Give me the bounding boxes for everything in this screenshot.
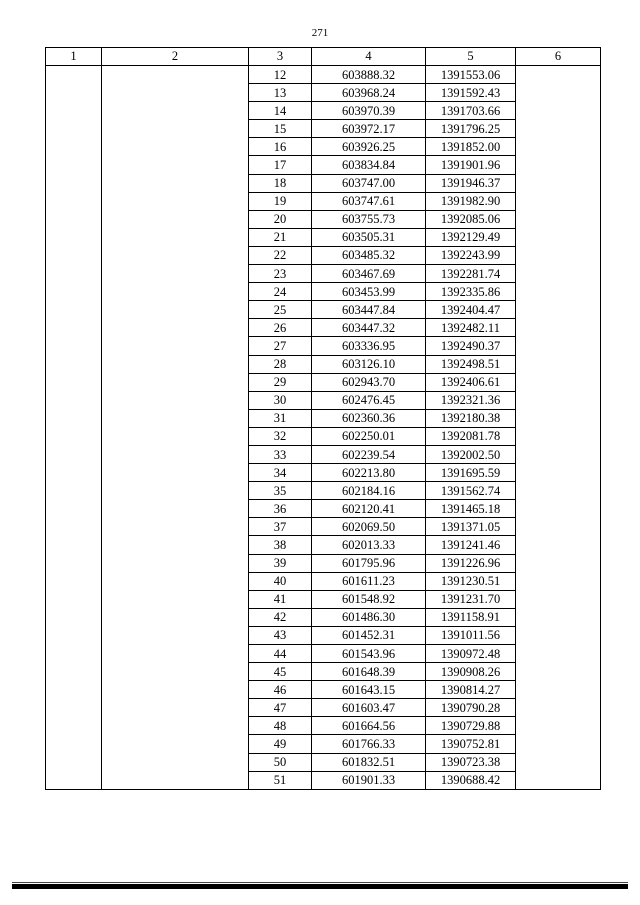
table-row	[46, 500, 601, 518]
cell-coordinate-x: 601548.92	[312, 590, 426, 608]
cell-coordinate-y: 1391241.46	[426, 536, 516, 554]
cell-coordinate-y: 1392498.51	[426, 355, 516, 373]
cell-col-1	[46, 554, 102, 572]
table-row	[46, 608, 601, 626]
cell-point-number: 30	[249, 391, 312, 409]
cell-col-6	[516, 120, 601, 138]
cell-coordinate-y: 1390688.42	[426, 771, 516, 789]
cell-col-6	[516, 210, 601, 228]
cell-coordinate-x: 602069.50	[312, 518, 426, 536]
cell-col-1	[46, 174, 102, 192]
cell-coordinate-x: 603888.32	[312, 66, 426, 84]
cell-coordinate-x: 601832.51	[312, 753, 426, 771]
cell-point-number: 50	[249, 753, 312, 771]
cell-col-1	[46, 156, 102, 174]
cell-col-2	[102, 409, 249, 427]
cell-col-1	[46, 102, 102, 120]
cell-col-2	[102, 84, 249, 102]
cell-point-number: 41	[249, 590, 312, 608]
table-row	[46, 735, 601, 753]
cell-col-1	[46, 699, 102, 717]
cell-col-6	[516, 66, 601, 84]
cell-coordinate-x: 603968.24	[312, 84, 426, 102]
table-row	[46, 427, 601, 445]
table-row	[46, 771, 601, 789]
cell-coordinate-y: 1392281.74	[426, 265, 516, 283]
table-row	[46, 337, 601, 355]
table-row	[46, 536, 601, 554]
cell-coordinate-x: 602250.01	[312, 427, 426, 445]
cell-col-2	[102, 753, 249, 771]
cell-point-number: 38	[249, 536, 312, 554]
table-row	[46, 66, 601, 84]
cell-col-2	[102, 355, 249, 373]
cell-coordinate-x: 602943.70	[312, 373, 426, 391]
footer-rule	[12, 884, 628, 889]
cell-coordinate-y: 1390972.48	[426, 645, 516, 663]
cell-col-2	[102, 319, 249, 337]
cell-col-2	[102, 427, 249, 445]
cell-point-number: 17	[249, 156, 312, 174]
cell-coordinate-x: 601452.31	[312, 626, 426, 644]
cell-point-number: 51	[249, 771, 312, 789]
cell-point-number: 45	[249, 663, 312, 681]
cell-col-6	[516, 608, 601, 626]
cell-coordinate-x: 603747.00	[312, 174, 426, 192]
cell-coordinate-x: 603485.32	[312, 246, 426, 264]
page-number: 271	[311, 27, 329, 39]
cell-col-6	[516, 482, 601, 500]
cell-col-2	[102, 156, 249, 174]
table-row	[46, 445, 601, 463]
cell-col-1	[46, 265, 102, 283]
cell-col-1	[46, 572, 102, 590]
cell-point-number: 40	[249, 572, 312, 590]
cell-col-2	[102, 301, 249, 319]
table-row	[46, 228, 601, 246]
cell-col-2	[102, 717, 249, 735]
cell-point-number: 22	[249, 246, 312, 264]
cell-coordinate-x: 602213.80	[312, 464, 426, 482]
cell-point-number: 25	[249, 301, 312, 319]
cell-coordinate-y: 1391796.25	[426, 120, 516, 138]
cell-coordinate-y: 1391011.56	[426, 626, 516, 644]
table-row	[46, 645, 601, 663]
cell-coordinate-x: 602120.41	[312, 500, 426, 518]
cell-coordinate-y: 1392243.99	[426, 246, 516, 264]
cell-coordinate-y: 1392129.49	[426, 228, 516, 246]
cell-col-6	[516, 572, 601, 590]
cell-point-number: 47	[249, 699, 312, 717]
cell-coordinate-y: 1391852.00	[426, 138, 516, 156]
cell-coordinate-y: 1391901.96	[426, 156, 516, 174]
cell-col-1	[46, 735, 102, 753]
cell-col-2	[102, 572, 249, 590]
cell-col-6	[516, 536, 601, 554]
cell-col-6	[516, 554, 601, 572]
cell-coordinate-y: 1392180.38	[426, 409, 516, 427]
cell-col-6	[516, 102, 601, 120]
cell-col-2	[102, 138, 249, 156]
cell-coordinate-x: 601648.39	[312, 663, 426, 681]
cell-point-number: 21	[249, 228, 312, 246]
cell-col-6	[516, 500, 601, 518]
table-row	[46, 717, 601, 735]
cell-coordinate-x: 601795.96	[312, 554, 426, 572]
cell-point-number: 48	[249, 717, 312, 735]
cell-point-number: 31	[249, 409, 312, 427]
cell-point-number: 37	[249, 518, 312, 536]
cell-col-2	[102, 482, 249, 500]
cell-coordinate-x: 601603.47	[312, 699, 426, 717]
cell-coordinate-y: 1392335.86	[426, 283, 516, 301]
cell-col-2	[102, 681, 249, 699]
table-row	[46, 156, 601, 174]
cell-coordinate-y: 1391703.66	[426, 102, 516, 120]
cell-col-2	[102, 192, 249, 210]
cell-col-6	[516, 373, 601, 391]
cell-col-1	[46, 192, 102, 210]
cell-coordinate-y: 1391553.06	[426, 66, 516, 84]
cell-coordinate-y: 1392002.50	[426, 445, 516, 463]
cell-col-2	[102, 102, 249, 120]
cell-col-6	[516, 174, 601, 192]
table-row	[46, 210, 601, 228]
cell-col-6	[516, 771, 601, 789]
cell-col-6	[516, 663, 601, 681]
table-row	[46, 626, 601, 644]
cell-coordinate-y: 1392321.36	[426, 391, 516, 409]
cell-col-6	[516, 645, 601, 663]
cell-point-number: 18	[249, 174, 312, 192]
cell-col-1	[46, 84, 102, 102]
cell-coordinate-y: 1391226.96	[426, 554, 516, 572]
cell-col-6	[516, 283, 601, 301]
table-row	[46, 138, 601, 156]
cell-coordinate-x: 601543.96	[312, 645, 426, 663]
cell-col-2	[102, 337, 249, 355]
cell-col-1	[46, 409, 102, 427]
cell-col-6	[516, 699, 601, 717]
cell-point-number: 13	[249, 84, 312, 102]
cell-point-number: 20	[249, 210, 312, 228]
cell-col-6	[516, 409, 601, 427]
cell-col-2	[102, 608, 249, 626]
cell-coordinate-x: 603505.31	[312, 228, 426, 246]
cell-coordinate-x: 603926.25	[312, 138, 426, 156]
header-cell-2: 2	[102, 48, 249, 66]
cell-col-6	[516, 753, 601, 771]
cell-coordinate-y: 1391695.59	[426, 464, 516, 482]
cell-coordinate-x: 601664.56	[312, 717, 426, 735]
cell-coordinate-x: 603453.99	[312, 283, 426, 301]
cell-coordinate-x: 601901.33	[312, 771, 426, 789]
table-row	[46, 699, 601, 717]
cell-col-1	[46, 337, 102, 355]
cell-coordinate-x: 603336.95	[312, 337, 426, 355]
cell-coordinate-y: 1391562.74	[426, 482, 516, 500]
cell-col-1	[46, 717, 102, 735]
cell-point-number: 15	[249, 120, 312, 138]
cell-col-1	[46, 518, 102, 536]
cell-col-2	[102, 500, 249, 518]
cell-col-2	[102, 536, 249, 554]
cell-col-1	[46, 626, 102, 644]
cell-coordinate-y: 1391592.43	[426, 84, 516, 102]
cell-point-number: 43	[249, 626, 312, 644]
cell-col-1	[46, 482, 102, 500]
cell-col-1	[46, 120, 102, 138]
cell-col-6	[516, 192, 601, 210]
table-row	[46, 174, 601, 192]
cell-point-number: 26	[249, 319, 312, 337]
cell-col-1	[46, 608, 102, 626]
cell-col-2	[102, 66, 249, 84]
cell-coordinate-x: 603467.69	[312, 265, 426, 283]
cell-point-number: 42	[249, 608, 312, 626]
cell-col-2	[102, 735, 249, 753]
cell-coordinate-x: 603755.73	[312, 210, 426, 228]
table-row	[46, 590, 601, 608]
cell-col-1	[46, 246, 102, 264]
table-row	[46, 681, 601, 699]
cell-point-number: 14	[249, 102, 312, 120]
cell-col-6	[516, 265, 601, 283]
cell-point-number: 34	[249, 464, 312, 482]
cell-coordinate-x: 602184.16	[312, 482, 426, 500]
cell-col-1	[46, 319, 102, 337]
cell-point-number: 39	[249, 554, 312, 572]
cell-coordinate-y: 1390752.81	[426, 735, 516, 753]
table-row	[46, 554, 601, 572]
cell-col-2	[102, 699, 249, 717]
cell-col-6	[516, 717, 601, 735]
cell-col-6	[516, 681, 601, 699]
cell-coordinate-y: 1390814.27	[426, 681, 516, 699]
cell-point-number: 28	[249, 355, 312, 373]
cell-col-1	[46, 355, 102, 373]
cell-col-2	[102, 120, 249, 138]
cell-coordinate-x: 603126.10	[312, 355, 426, 373]
cell-col-1	[46, 210, 102, 228]
cell-col-2	[102, 246, 249, 264]
cell-point-number: 27	[249, 337, 312, 355]
cell-col-1	[46, 771, 102, 789]
cell-col-2	[102, 283, 249, 301]
cell-coordinate-x: 603447.32	[312, 319, 426, 337]
cell-point-number: 16	[249, 138, 312, 156]
cell-coordinate-y: 1391982.90	[426, 192, 516, 210]
cell-coordinate-x: 602360.36	[312, 409, 426, 427]
cell-coordinate-y: 1392490.37	[426, 337, 516, 355]
cell-col-6	[516, 246, 601, 264]
cell-col-6	[516, 156, 601, 174]
table-row	[46, 246, 601, 264]
cell-point-number: 23	[249, 265, 312, 283]
table-row	[46, 120, 601, 138]
cell-point-number: 19	[249, 192, 312, 210]
cell-coordinate-y: 1391465.18	[426, 500, 516, 518]
cell-col-2	[102, 554, 249, 572]
cell-col-1	[46, 228, 102, 246]
cell-col-1	[46, 138, 102, 156]
cell-coordinate-y: 1390729.88	[426, 717, 516, 735]
cell-col-2	[102, 174, 249, 192]
cell-col-1	[46, 464, 102, 482]
cell-point-number: 32	[249, 427, 312, 445]
cell-col-2	[102, 626, 249, 644]
cell-point-number: 29	[249, 373, 312, 391]
cell-col-6	[516, 391, 601, 409]
table-row	[46, 373, 601, 391]
cell-coordinate-y: 1390908.26	[426, 663, 516, 681]
cell-coordinate-x: 601766.33	[312, 735, 426, 753]
cell-point-number: 44	[249, 645, 312, 663]
table-row	[46, 319, 601, 337]
table-row	[46, 663, 601, 681]
cell-col-1	[46, 66, 102, 84]
cell-coordinate-x: 603972.17	[312, 120, 426, 138]
header-cell-6: 6	[516, 48, 601, 66]
cell-col-2	[102, 228, 249, 246]
cell-col-6	[516, 228, 601, 246]
cell-col-1	[46, 373, 102, 391]
table-row	[46, 753, 601, 771]
cell-col-2	[102, 663, 249, 681]
header-cell-4: 4	[312, 48, 426, 66]
cell-coordinate-y: 1390790.28	[426, 699, 516, 717]
cell-col-2	[102, 445, 249, 463]
cell-col-1	[46, 283, 102, 301]
cell-coordinate-x: 603970.39	[312, 102, 426, 120]
cell-col-2	[102, 590, 249, 608]
cell-col-1	[46, 536, 102, 554]
table-row	[46, 84, 601, 102]
table-row	[46, 409, 601, 427]
cell-coordinate-y: 1392085.06	[426, 210, 516, 228]
table-row	[46, 192, 601, 210]
cell-col-1	[46, 663, 102, 681]
table-row	[46, 482, 601, 500]
table-row	[46, 102, 601, 120]
cell-col-6	[516, 735, 601, 753]
header-cell-3: 3	[249, 48, 312, 66]
cell-point-number: 35	[249, 482, 312, 500]
cell-col-2	[102, 373, 249, 391]
cell-coordinate-y: 1392081.78	[426, 427, 516, 445]
header-cell-1: 1	[46, 48, 102, 66]
table-row	[46, 572, 601, 590]
cell-col-6	[516, 590, 601, 608]
cell-col-6	[516, 301, 601, 319]
cell-point-number: 24	[249, 283, 312, 301]
cell-col-2	[102, 518, 249, 536]
table-row	[46, 301, 601, 319]
cell-coordinate-x: 602476.45	[312, 391, 426, 409]
cell-col-6	[516, 626, 601, 644]
cell-col-1	[46, 301, 102, 319]
cell-col-1	[46, 500, 102, 518]
cell-coordinate-y: 1391158.91	[426, 608, 516, 626]
cell-coordinate-x: 603834.84	[312, 156, 426, 174]
cell-col-6	[516, 138, 601, 156]
cell-coordinate-y: 1391371.05	[426, 518, 516, 536]
cell-point-number: 33	[249, 445, 312, 463]
cell-coordinate-x: 601643.15	[312, 681, 426, 699]
table-row	[46, 391, 601, 409]
table-row	[46, 464, 601, 482]
cell-col-2	[102, 464, 249, 482]
cell-col-2	[102, 210, 249, 228]
cell-col-2	[102, 771, 249, 789]
cell-col-1	[46, 590, 102, 608]
table-row	[46, 283, 601, 301]
cell-coordinate-y: 1392406.61	[426, 373, 516, 391]
cell-col-2	[102, 391, 249, 409]
table-row	[46, 518, 601, 536]
cell-coordinate-x: 602239.54	[312, 445, 426, 463]
cell-col-6	[516, 445, 601, 463]
cell-col-6	[516, 337, 601, 355]
cell-coordinate-y: 1391231.70	[426, 590, 516, 608]
header-cell-5: 5	[426, 48, 516, 66]
cell-coordinate-y: 1391230.51	[426, 572, 516, 590]
cell-col-6	[516, 84, 601, 102]
cell-col-6	[516, 518, 601, 536]
cell-col-1	[46, 391, 102, 409]
cell-point-number: 12	[249, 66, 312, 84]
cell-col-6	[516, 464, 601, 482]
cell-coordinate-x: 601611.23	[312, 572, 426, 590]
table-row	[46, 355, 601, 373]
cell-coordinate-y: 1392404.47	[426, 301, 516, 319]
cell-coordinate-y: 1391946.37	[426, 174, 516, 192]
cell-point-number: 49	[249, 735, 312, 753]
cell-col-1	[46, 427, 102, 445]
table-row	[46, 265, 601, 283]
table-header-row	[46, 48, 601, 66]
cell-coordinate-x: 602013.33	[312, 536, 426, 554]
cell-point-number: 36	[249, 500, 312, 518]
cell-col-6	[516, 355, 601, 373]
cell-coordinate-y: 1390723.38	[426, 753, 516, 771]
cell-coordinate-x: 603447.84	[312, 301, 426, 319]
cell-col-1	[46, 645, 102, 663]
cell-col-1	[46, 681, 102, 699]
coordinates-table	[45, 47, 601, 790]
cell-col-2	[102, 265, 249, 283]
cell-col-1	[46, 753, 102, 771]
cell-col-6	[516, 427, 601, 445]
cell-coordinate-x: 601486.30	[312, 608, 426, 626]
footer-rule-thin	[12, 882, 628, 883]
cell-point-number: 46	[249, 681, 312, 699]
cell-col-1	[46, 445, 102, 463]
cell-coordinate-x: 603747.61	[312, 192, 426, 210]
cell-col-2	[102, 645, 249, 663]
cell-col-6	[516, 319, 601, 337]
cell-coordinate-y: 1392482.11	[426, 319, 516, 337]
